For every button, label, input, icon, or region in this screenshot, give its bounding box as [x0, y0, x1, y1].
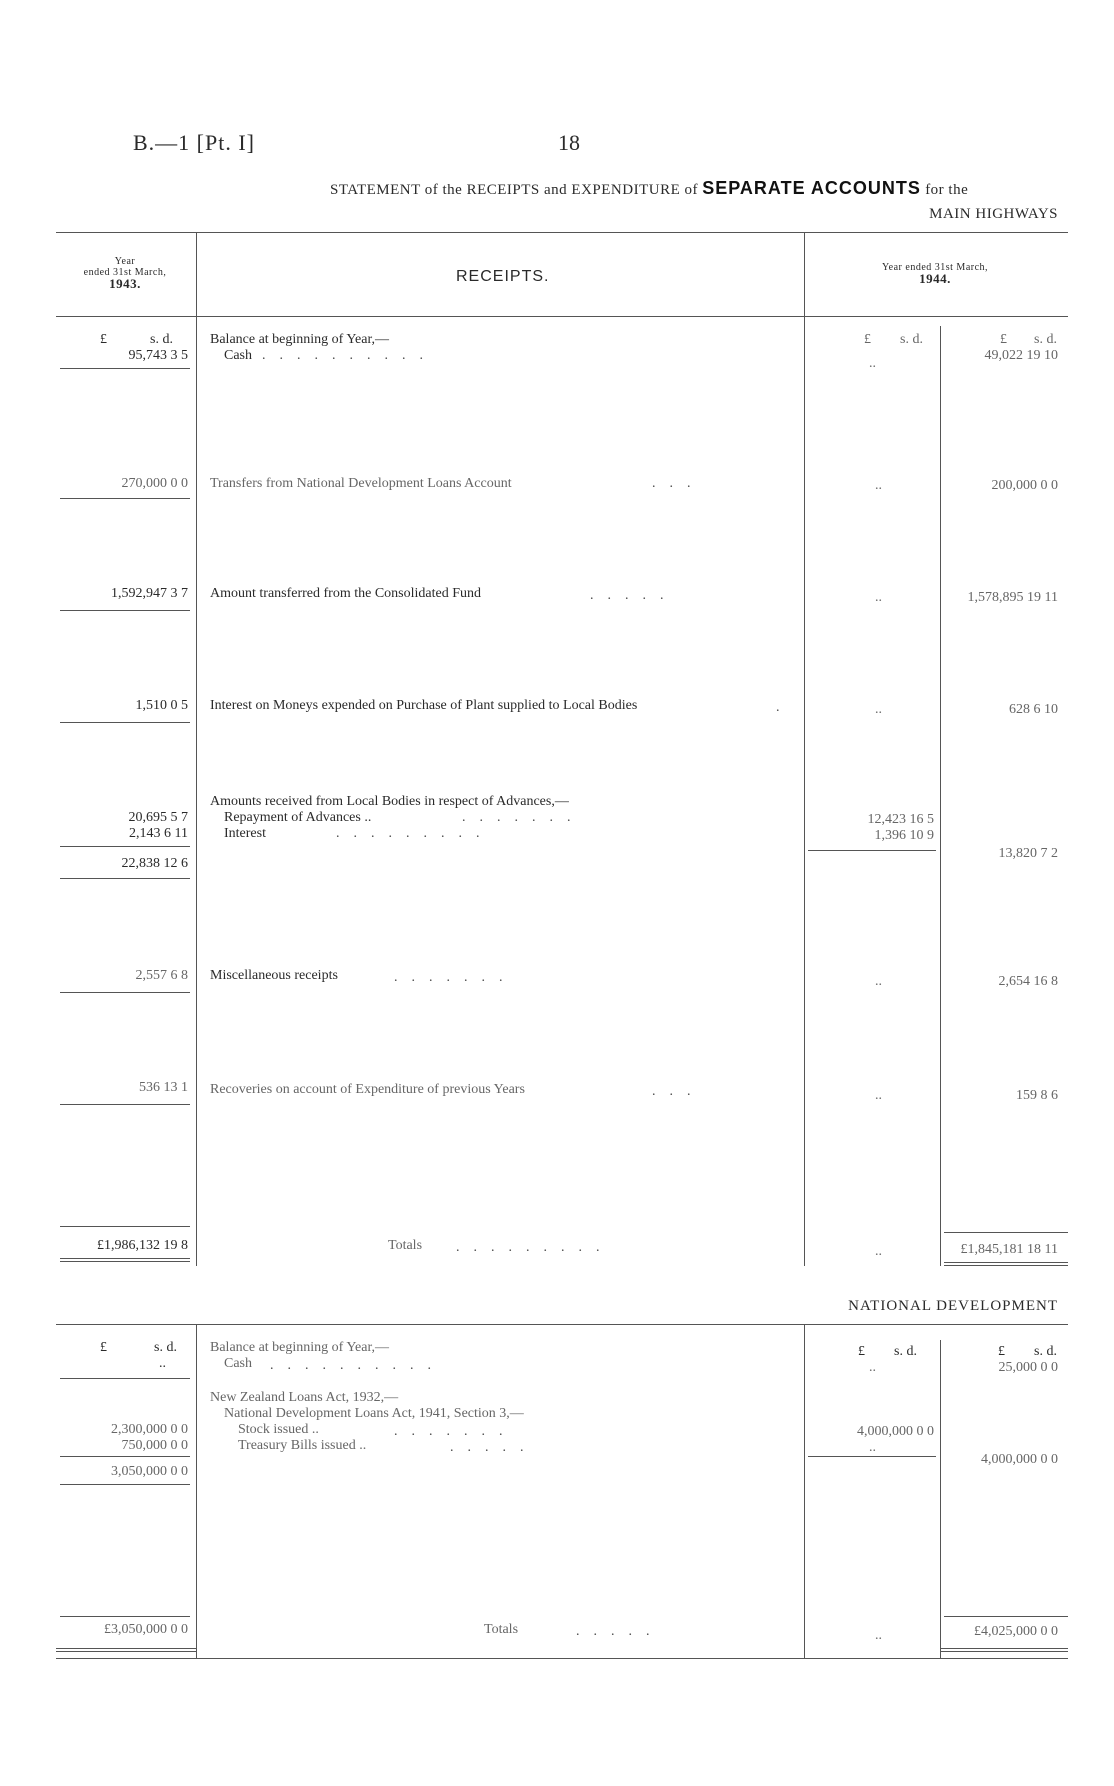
row-misc-prior: 2,557 6 8 — [135, 968, 188, 983]
row-localbodies-inner1: 12,423 16 5 — [867, 812, 934, 827]
prior-currency-pound: £ — [100, 332, 107, 347]
row-rule — [60, 1104, 190, 1105]
outer-currency-pound: £ — [1000, 332, 1007, 347]
main-inner-total: .. — [875, 1244, 882, 1259]
nd-prior-bills: 750,000 0 0 — [121, 1438, 188, 1453]
col-divider-inner-2 — [940, 1340, 941, 1658]
row-transfers-label: Transfers from National Development Loans Account — [210, 476, 512, 491]
statement-title — [330, 178, 968, 199]
row-rule — [60, 498, 190, 499]
prior-year-header — [60, 256, 190, 289]
leader-dots: ......... — [456, 1240, 614, 1255]
row-localbodies-label: Amounts received from Local Bodies in respect of Advances,— — [210, 794, 569, 809]
totals-top-rule — [60, 1616, 190, 1617]
row-consolidated-label: Amount transferred from the Consolidated Fund — [210, 586, 482, 601]
nd-prior-subtotal: 3,050,000 0 0 — [111, 1464, 188, 1479]
row-localbodies-prior-total: 22,838 12 6 — [121, 856, 188, 871]
inner-currency-pound-2: £ — [858, 1344, 865, 1359]
nd-loans-act-sub: National Development Loans Act, 1941, Section 3,— — [224, 1406, 524, 1421]
inner-subtotal-rule — [808, 850, 936, 851]
nd-outer-total: £4,025,000 0 0 — [974, 1624, 1058, 1639]
leader-dots: ..... — [590, 588, 678, 603]
row-transfers-inner: .. — [875, 478, 882, 493]
nd-inner-bills: .. — [869, 1440, 876, 1455]
outer-currency-sd: s. d. — [1034, 332, 1057, 347]
nd-outer-loans: 4,000,000 0 0 — [981, 1452, 1058, 1467]
row-rule — [60, 368, 190, 369]
row-interest-outer: 628 6 10 — [1009, 702, 1058, 717]
row-recoveries-label: Recoveries on account of Expenditure of previous Years — [210, 1082, 525, 1097]
nd-loans-act: New Zealand Loans Act, 1932,— — [210, 1390, 399, 1405]
row-consolidated-outer: 1,578,895 19 11 — [967, 590, 1058, 605]
main-outer-total: £1,845,181 18 11 — [960, 1242, 1058, 1257]
leader-dots: ....... — [462, 810, 585, 825]
inner-currency-sd-2: s. d. — [894, 1344, 917, 1359]
row-recoveries-inner: .. — [875, 1088, 882, 1103]
nd-inner-cash: .. — [869, 1360, 876, 1375]
nd-inner-stock: 4,000,000 0 0 — [857, 1424, 934, 1439]
prior-year-header-line1: Year — [114, 256, 136, 267]
outer-totals-rule — [944, 1232, 1068, 1233]
nd-prior-stock: 2,300,000 0 0 — [111, 1422, 188, 1437]
col-divider-current — [804, 232, 805, 1266]
row-misc-inner: .. — [875, 974, 882, 989]
row-interest-inner: .. — [875, 702, 882, 717]
row-balance-inner: .. — [869, 356, 876, 371]
leader-dots: ....... — [394, 1424, 517, 1439]
nd-stock-label: Stock issued .. — [238, 1422, 319, 1437]
current-year-header — [830, 262, 1040, 284]
outer-currency-pound-2: £ — [998, 1344, 1005, 1359]
prior-currency-pound-2: £ — [100, 1340, 107, 1355]
row-balance-sub: Cash — [224, 348, 252, 363]
row-consolidated-prior: 1,592,947 3 7 — [111, 586, 188, 601]
row-interest-label: Interest on Moneys expended on Purchase of Plant supplied to Local Bodies — [210, 698, 638, 713]
row-misc-label: Miscellaneous receipts — [210, 968, 338, 983]
leader-dots: . — [776, 700, 794, 715]
current-year-value: 1944. — [919, 271, 951, 286]
title-emphasis: SEPARATE ACCOUNTS — [702, 178, 921, 198]
row-balance-label: Balance at beginning of Year,— — [210, 332, 390, 347]
row-recoveries-outer: 159 8 6 — [1016, 1088, 1058, 1103]
receipts-header: RECEIPTS. — [456, 268, 550, 285]
current-year-header-line1: Year ended 31st March, — [881, 262, 989, 273]
col-divider-prior-2 — [196, 1324, 197, 1658]
main-prior-total: £1,986,132 19 8 — [97, 1238, 188, 1253]
outer-currency-sd-2: s. d. — [1034, 1344, 1057, 1359]
subtotal-rule — [60, 846, 190, 847]
prior-currency-sd: s. d. — [150, 332, 173, 347]
row-recoveries-prior: 536 13 1 — [139, 1080, 188, 1095]
col-divider-inner — [940, 326, 941, 1266]
outer-totals-bottom-rule — [944, 1262, 1068, 1263]
inner-subtotal-rule — [808, 1456, 936, 1457]
inner-currency-sd: s. d. — [900, 332, 923, 347]
prior-year-header-line2: ended 31st March, — [83, 267, 167, 278]
leader-dots: .......... — [262, 348, 437, 363]
nd-prior-cash: .. — [159, 1356, 166, 1371]
row-localbodies-inner2: 1,396 10 9 — [874, 828, 934, 843]
row-interest-prior: 1,510 0 5 — [135, 698, 188, 713]
national-development-heading: NATIONAL DEVELOPMENT — [848, 1298, 1058, 1314]
totals-bottom-rule — [60, 1258, 190, 1259]
row-rule — [60, 722, 190, 723]
main-totals-label: Totals — [388, 1238, 423, 1253]
totals-top-rule — [60, 1226, 190, 1227]
title-suffix: for the — [925, 182, 969, 198]
totals-double-rule — [60, 1261, 190, 1262]
outer-totals-rule — [944, 1616, 1068, 1617]
row-localbodies-sub1: Repayment of Advances .. — [224, 810, 372, 825]
row-transfers-prior: 270,000 0 0 — [121, 476, 188, 491]
inner-currency-pound: £ — [864, 332, 871, 347]
row-rule — [60, 878, 190, 879]
outer-totals-bottom-rule — [940, 1648, 1068, 1649]
row-localbodies-sub2: Interest — [224, 826, 266, 841]
leader-dots: ..... — [576, 1624, 664, 1639]
subtotal-rule — [60, 1456, 190, 1457]
outer-totals-double-rule — [940, 1651, 1068, 1652]
row-rule — [60, 992, 190, 993]
nd-totals-label: Totals — [484, 1622, 519, 1637]
totals-bottom-rule — [56, 1648, 196, 1649]
leader-dots: ....... — [394, 970, 517, 985]
row-rule — [60, 1378, 190, 1379]
totals-double-rule — [56, 1651, 196, 1652]
row-balance-outer: 49,022 19 10 — [984, 348, 1058, 363]
row-localbodies-prior2: 2,143 6 11 — [129, 826, 188, 841]
statement-subtitle: MAIN HIGHWAYS — [929, 206, 1058, 222]
col-divider-prior — [196, 232, 197, 1266]
row-misc-outer: 2,654 16 8 — [998, 974, 1058, 989]
page-number: 18 — [558, 130, 580, 155]
leader-dots: ... — [652, 1084, 705, 1099]
nd-cash-label: Cash — [224, 1356, 252, 1371]
leader-dots: ......... — [336, 826, 494, 841]
nd-balance-label: Balance at beginning of Year,— — [210, 1340, 390, 1355]
row-consolidated-inner: .. — [875, 590, 882, 605]
row-localbodies-prior1: 20,695 5 7 — [128, 810, 188, 825]
leader-dots: .......... — [270, 1358, 445, 1373]
outer-totals-double-rule — [944, 1265, 1068, 1266]
nd-prior-total: £3,050,000 0 0 — [104, 1622, 188, 1637]
row-balance-prior: 95,743 3 5 — [128, 348, 188, 363]
section2-bottom-rule — [56, 1658, 1068, 1659]
nd-outer-cash: 25,000 0 0 — [998, 1360, 1058, 1375]
prior-year-value: 1943. — [109, 276, 141, 291]
nd-inner-total: .. — [875, 1628, 882, 1643]
leader-dots: ..... — [450, 1440, 538, 1455]
row-rule — [60, 1484, 190, 1485]
prior-currency-sd-2: s. d. — [154, 1340, 177, 1355]
document-series: B.—1 [Pt. I] — [133, 130, 255, 155]
leader-dots: ... — [652, 476, 705, 491]
title-prefix: STATEMENT of the RECEIPTS and EXPENDITURE of — [330, 182, 698, 198]
table-top-rule — [56, 232, 1068, 233]
row-localbodies-outer: 13,820 7 2 — [998, 846, 1058, 861]
section2-top-rule — [56, 1324, 1068, 1325]
header-bottom-rule — [56, 316, 1068, 317]
row-rule — [60, 610, 190, 611]
col-divider-current-2 — [804, 1324, 805, 1658]
nd-bills-label: Treasury Bills issued .. — [238, 1438, 367, 1453]
row-transfers-outer: 200,000 0 0 — [991, 478, 1058, 493]
